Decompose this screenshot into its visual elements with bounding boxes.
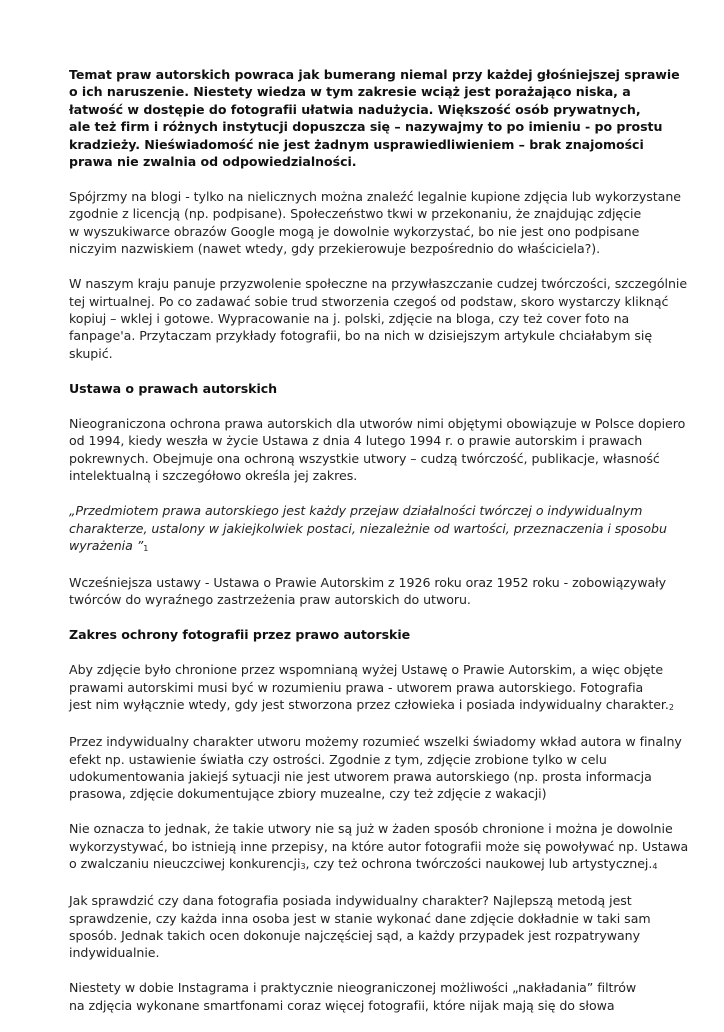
text-line: twórców do wyraźnego zastrzeżenia praw autorskich do utworu. — [69, 592, 471, 608]
intro-line: ale też firm i różnych instytucji dopuszcza się – nazywajmy to po imieniu - po prostu — [69, 119, 663, 135]
text-segment: o zwalczaniu nieuczciwej konkurencji — [69, 856, 301, 872]
footnote-marker: 3 — [300, 862, 306, 872]
text-line: prasowa, zdjęcie dokumentujące zbiory muzealne, czy też zdjęcie z wakacji) — [69, 786, 547, 802]
paragraph-social-consent — [69, 275, 688, 362]
text-line: niczyim nazwiskiem (nawet wtedy, gdy przekierowuje bezpośrednio do właściciela?). — [69, 241, 601, 257]
text-line: sprawdzenie, czy każda inna osoba jest w stanie wykonać dane zdjęcie dokładnie w taki sam — [69, 910, 651, 926]
text-line: tej wirtualnej. Po co zadawać sobie trud stworzenia czegoś od podstaw, skoro wystarczy kliknąć — [69, 293, 669, 309]
text-line: wykorzystywać, bo istnieją inne przepisy, na które autor fotografii może się powoływać np. Ustawa — [69, 838, 689, 854]
text-line: na zdjęcia wykonane smartfonami coraz więcej fotografii, które nijak mają się do słowa — [69, 997, 615, 1013]
document-page — [69, 66, 689, 1032]
text-line: kopiuj – wklej i gotowe. Wypracowanie na j. polski, zdjęcie na bloga, czy też cover foto na — [69, 311, 630, 327]
paragraph-unlimited-protection — [69, 415, 686, 485]
quote-line: charakterze, ustalony w jakiejkolwiek postaci, niezależnie od wartości, przeznaczenia i sposobu — [69, 520, 667, 536]
footnote-marker: 2 — [668, 703, 674, 713]
footnote-marker: 4 — [652, 862, 658, 872]
text-line: Jak sprawdzić czy dana fotografia posiada indywidualny charakter? Najlepszą metodą jest — [69, 893, 632, 909]
text-segment: , czy też ochrona twórczości naukowej lub artystycznej. — [305, 856, 653, 872]
text-line: udokumentowania jakiejś sytuacji nie jest utworem prawa autorskiego (np. prosta informacja — [69, 768, 652, 784]
text-line: prawami autorskimi musi być w rozumieniu prawa - utworem prawa autorskiego. Fotografia — [69, 679, 644, 695]
text-segment: jest nim wyłącznie wtedy, gdy jest stworzona przez człowieka i posiada indywidualny charakter. — [69, 697, 669, 713]
text-line: zgodnie z licencją (np. podpisane). Społeczeństwo tkwi w przekonaniu, że znajdując zdjęcie — [69, 206, 642, 222]
text-line: skupić. — [69, 345, 113, 361]
intro-line: prawa nie zwalnia od odpowiedzialności. — [69, 154, 357, 170]
paragraph-how-to-check — [69, 892, 669, 962]
paragraph-instagram — [69, 979, 669, 1014]
quote-text: wyrażenia ” — [69, 537, 144, 553]
intro-line: o ich naruszenie. Niestety wiedza w tym zakresie wciąż jest porażająco niska, a — [69, 84, 631, 100]
text-line: Niestety w dobie Instagrama i praktycznie nieograniczonej możliwości „nakładania” filtrów — [69, 980, 637, 996]
text-line — [69, 696, 674, 715]
text-line — [69, 855, 669, 874]
text-line: intelektualną i szczegółowo określa jej zakres. — [69, 468, 358, 484]
text-line: Aby zdjęcie było chronione przez wspomnianą wyżej Ustawę o Prawie Autorskim, a więc objęte — [69, 662, 664, 678]
text-line: Przez indywidualny charakter utworu możemy rozumieć wszelki świadomy wkład autora w finalny — [69, 734, 682, 750]
intro-line: Temat praw autorskich powraca jak bumerang niemal przy każdej głośniejszej sprawie — [69, 67, 680, 82]
text-line: indywidualnie. — [69, 945, 160, 961]
footnote-marker: 1 — [143, 543, 149, 553]
text-line: pokrewnych. Obejmuje ona ochroną wszystkie utwory – cudzą twórczość, publikacje, własność — [69, 450, 660, 466]
text-line: efekt np. ustawienie światła czy ostrości. Zgodnie z tym, zdjęcie zrobione tylko w celu — [69, 751, 607, 767]
paragraph-individual-character — [69, 733, 682, 803]
section-heading-ustawa: Ustawa o prawach autorskich — [69, 380, 278, 396]
paragraph-photo-as-work — [69, 661, 674, 715]
quote-line — [69, 537, 669, 556]
text-line: w wyszukiwarce obrazów Google mogą je dowolnie wykorzystać, bo nie jest ono podpisane — [69, 223, 640, 239]
text-line: W naszym kraju panuje przyzwolenie społeczne na przywłaszczanie cudzej twórczości, szczególnie — [69, 276, 688, 292]
section-heading-photo-protection: Zakres ochrony fotografii przez prawo autorskie — [69, 627, 411, 643]
intro-line: kradzieży. Nieświadomość nie jest żadnym usprawiedliwieniem – brak znajomości — [69, 136, 644, 152]
paragraph-earlier-acts — [69, 574, 669, 609]
text-line: Nieograniczona ochrona prawa autorskich dla utworów nimi objętymi obowiązuje w Polsce dopiero — [69, 415, 686, 431]
intro-paragraph — [69, 66, 680, 170]
paragraph-other-provisions — [69, 820, 689, 874]
legal-quote — [69, 502, 669, 556]
text-line: Wcześniejsza ustawy - Ustawa o Prawie Autorskim z 1926 roku oraz 1952 roku - zobowiązywały — [69, 574, 667, 590]
text-line: sposób. Jednak takich ocen dokonuje najczęściej sąd, a każdy przypadek jest rozpatrywany — [69, 927, 641, 943]
text-line: fanpage'a. Przytaczam przykłady fotografii, bo na nich w dzisiejszym artykule chciałabym się — [69, 328, 653, 344]
text-line: Nie oznacza to jednak, że takie utwory nie są już w żaden sposób chronione i można je dowolnie — [69, 821, 673, 837]
intro-line: łatwość w dostępie do fotografii ułatwia nadużycia. Większość osób prywatnych, — [69, 101, 641, 117]
text-line: od 1994, kiedy weszła w życie Ustawa z dnia 4 lutego 1994 r. o prawie autorskim i prawach — [69, 433, 643, 449]
text-line: Spójrzmy na blogi - tylko na nielicznych można znaleźć legalnie kupione zdjęcia lub wykorzystane — [69, 189, 681, 205]
paragraph-blogs — [69, 188, 681, 258]
quote-line: „Przedmiotem prawa autorskiego jest każdy przejaw działalności twórczej o indywidualnym — [69, 503, 643, 519]
